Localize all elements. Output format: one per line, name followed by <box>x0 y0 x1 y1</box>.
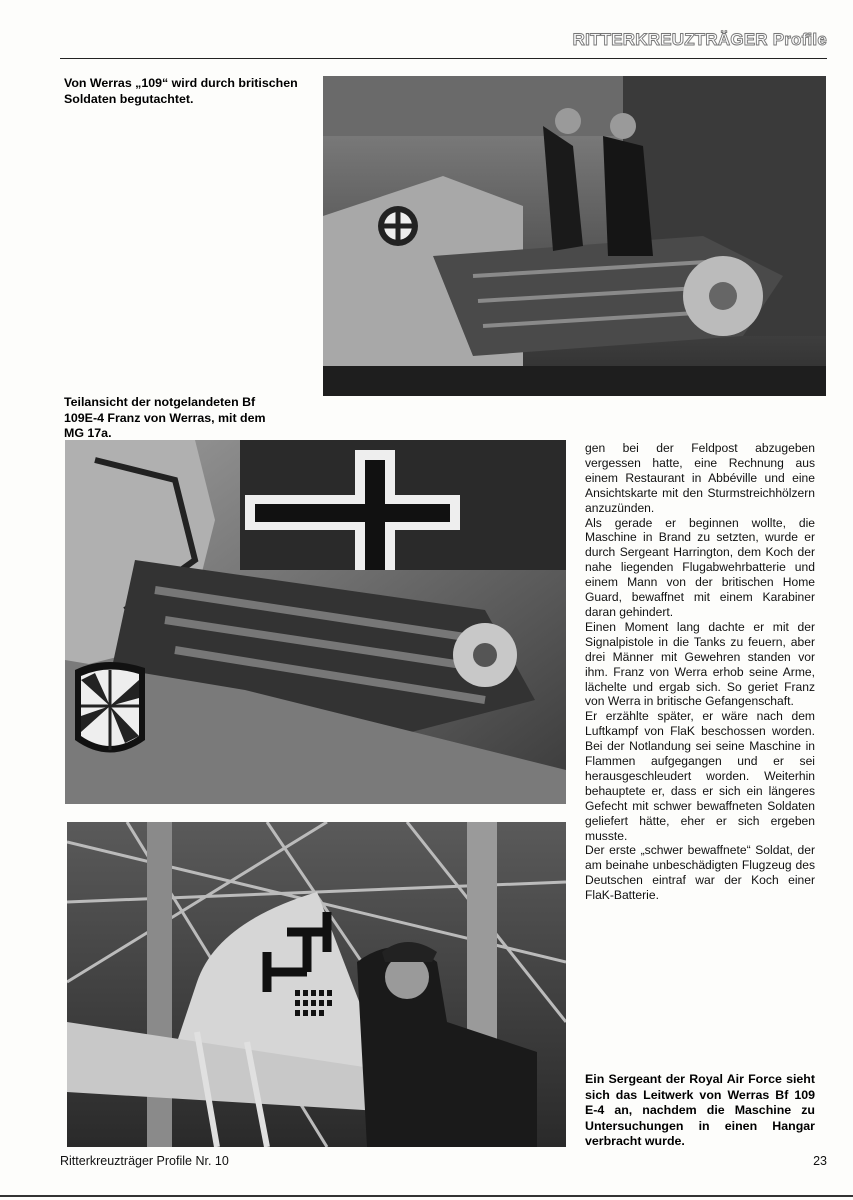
header-rule <box>60 58 827 59</box>
body-paragraph: gen bei der Feldpost abzugeben vergessen hatte, eine Rechnung aus einem Restaurant in Abbéville und eine Ansichtskarte mit den Sturmstreichhölzern anzuzünden. <box>585 441 815 515</box>
body-paragraph: Als gerade er beginnen wollte, die Maschine in Brand zu setzten, wurde er durch Sergeant Harrington, dem Koch der nahe liegenden Flugabwehrbatterie und einem Mann von der britischen Home Guard, bewaffnet mit einem Karabiner daran gehindert. <box>585 515 815 619</box>
bottom-rule <box>0 1195 853 1197</box>
running-header: RITTERKREUZTRÄGER Profile <box>572 30 827 49</box>
page-number: 23 <box>813 1154 827 1168</box>
caption-bottom-photo: Ein Sergeant der Royal Air Force sieht sich das Leitwerk von Werras Bf 109 E-4 an, nachdem die Maschine zu Untersuchungen in einen Hangar verbracht wurde. <box>585 1072 815 1148</box>
photo-cockpit-mg17 <box>65 440 566 804</box>
photo-tail-inspection <box>67 822 566 1147</box>
body-paragraph: Der erste „schwer bewaffnete“ Soldat, der am beinahe unbeschädigten Flugzeug des Deutschen eintraf war der Koch einer FlaK-Batterie. <box>585 843 815 903</box>
caption-top-photo: Von Werras „109“ wird durch britischen Soldaten begutachtet. <box>64 76 298 106</box>
article-body <box>585 441 815 903</box>
body-paragraph: Einen Moment lang dachte er mit der Signalpistole in die Tanks zu feuern, aber drei Männer mit Gewehren standen vor ihm. Franz von Werra erhob seine Arme, lächelte und ergab sich. So geriet Franz von Werra in britische Gefangenschaft. <box>585 619 815 709</box>
photo-engine-inspection <box>323 76 826 396</box>
body-paragraph: Er erzählte später, er wäre nach dem Luftkampf von FlaK beschossen worden. Bei der Notlandung sei seine Maschine in Flammen aufgegangen und er sei herausgeschleudert worden. Weiterhin behauptete er, dass er sich ein längeres Gefecht mit schwer bewaffneten Soldaten geliefert hätte, eher er sich ergeben musste. <box>585 709 815 843</box>
caption-middle-photo: Teilansicht der notgelandeten Bf 109E-4 Franz von Werras, mit dem MG 17a. <box>64 395 266 440</box>
footer-publication: Ritterkreuzträger Profile Nr. 10 <box>60 1154 229 1168</box>
